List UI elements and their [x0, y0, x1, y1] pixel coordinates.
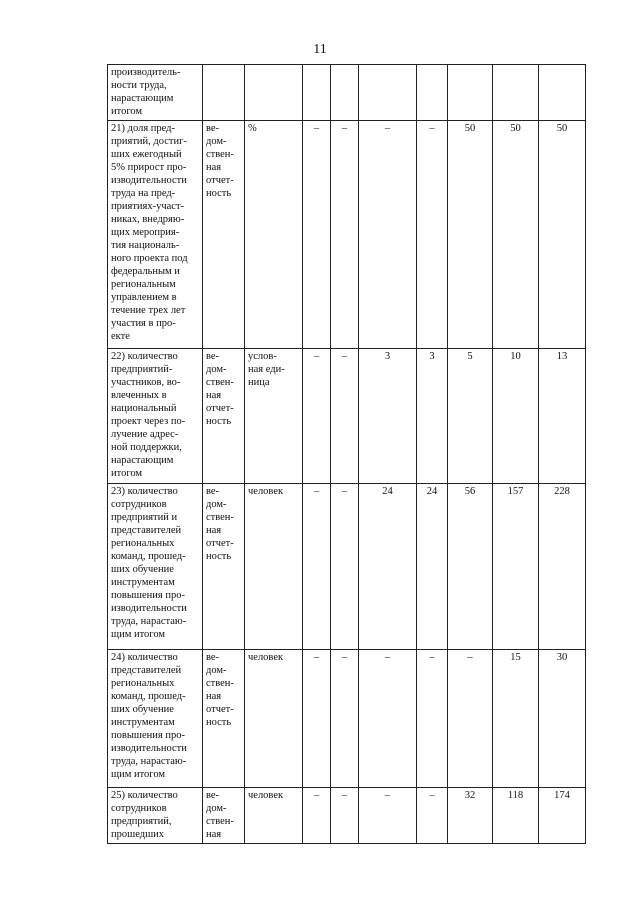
value-cell: 15: [493, 650, 539, 788]
value-cell: 50: [493, 121, 539, 349]
unit-cell: человек: [245, 484, 303, 650]
value-cell: –: [448, 650, 493, 788]
value-cell: 10: [493, 349, 539, 484]
value-cell: –: [303, 484, 331, 650]
value-cell: 24: [359, 484, 417, 650]
table-row: [108, 65, 586, 121]
value-cell: 5: [448, 349, 493, 484]
indicator-name-cell: 21) доля пред- приятий, достиг- ших ежегодный 5% прирост про- изводительности труда на пред- приятиях-участ- никах, внедряю- щих мероприя- тия националь- ного проекта под федеральным и региональным управлением в течение трех лет участия в про- екте: [108, 121, 203, 349]
value-cell: –: [417, 650, 448, 788]
value-cell: –: [331, 788, 359, 844]
value-cell: 24: [417, 484, 448, 650]
indicator-name-cell: 22) количество предприятий- участников, во- влеченных в национальный проект через по- лучение адрес- ной поддержки, нарастающим итогом: [108, 349, 203, 484]
value-cell: 3: [359, 349, 417, 484]
value-cell: [539, 65, 586, 121]
value-cell: 228: [539, 484, 586, 650]
indicator-name-cell: 23) количество сотрудников предприятий и представителей региональных команд, прошед- ших обучение инструментам повышения про- изводительности труда, нарастаю- щим итогом: [108, 484, 203, 650]
data-source-cell: ве- дом- ствен- ная: [203, 788, 245, 844]
value-cell: 50: [539, 121, 586, 349]
indicator-name-cell: 24) количество представителей региональных команд, прошед- ших обучение инструментам повышения про- изводительности труда, нарастаю- щим итогом: [108, 650, 203, 788]
value-cell: [417, 65, 448, 121]
table-row: [108, 349, 586, 484]
value-cell: –: [331, 349, 359, 484]
value-cell: 3: [417, 349, 448, 484]
value-cell: [331, 65, 359, 121]
value-cell: –: [359, 650, 417, 788]
data-source-cell: [203, 65, 245, 121]
indicators-table: [107, 64, 586, 844]
value-cell: [493, 65, 539, 121]
indicator-name-cell: производитель- ности труда, нарастающим итогом: [108, 65, 203, 121]
value-cell: 32: [448, 788, 493, 844]
unit-cell: [245, 65, 303, 121]
value-cell: –: [303, 349, 331, 484]
data-source-cell: ве- дом- ствен- ная отчет- ность: [203, 484, 245, 650]
value-cell: [359, 65, 417, 121]
value-cell: –: [331, 650, 359, 788]
value-cell: 118: [493, 788, 539, 844]
unit-cell: %: [245, 121, 303, 349]
unit-cell: человек: [245, 788, 303, 844]
table-row: [108, 484, 586, 650]
value-cell: 157: [493, 484, 539, 650]
value-cell: –: [359, 788, 417, 844]
table-row: [108, 121, 586, 349]
value-cell: 50: [448, 121, 493, 349]
value-cell: [448, 65, 493, 121]
data-source-cell: ве- дом- ствен- ная отчет- ность: [203, 121, 245, 349]
indicator-name-cell: 25) количество сотрудников предприятий, прошедших: [108, 788, 203, 844]
value-cell: –: [331, 484, 359, 650]
value-cell: –: [303, 121, 331, 349]
unit-cell: человек: [245, 650, 303, 788]
data-source-cell: ве- дом- ствен- ная отчет- ность: [203, 650, 245, 788]
page-number: 11: [313, 42, 327, 57]
table-body: [108, 65, 586, 844]
data-source-cell: ве- дом- ствен- ная отчет- ность: [203, 349, 245, 484]
table-row: [108, 788, 586, 844]
value-cell: 174: [539, 788, 586, 844]
value-cell: 30: [539, 650, 586, 788]
value-cell: [303, 65, 331, 121]
value-cell: 56: [448, 484, 493, 650]
value-cell: –: [417, 121, 448, 349]
table-row: [108, 650, 586, 788]
value-cell: –: [359, 121, 417, 349]
value-cell: 13: [539, 349, 586, 484]
value-cell: –: [303, 650, 331, 788]
value-cell: –: [303, 788, 331, 844]
value-cell: –: [417, 788, 448, 844]
unit-cell: услов- ная еди- ница: [245, 349, 303, 484]
value-cell: –: [331, 121, 359, 349]
